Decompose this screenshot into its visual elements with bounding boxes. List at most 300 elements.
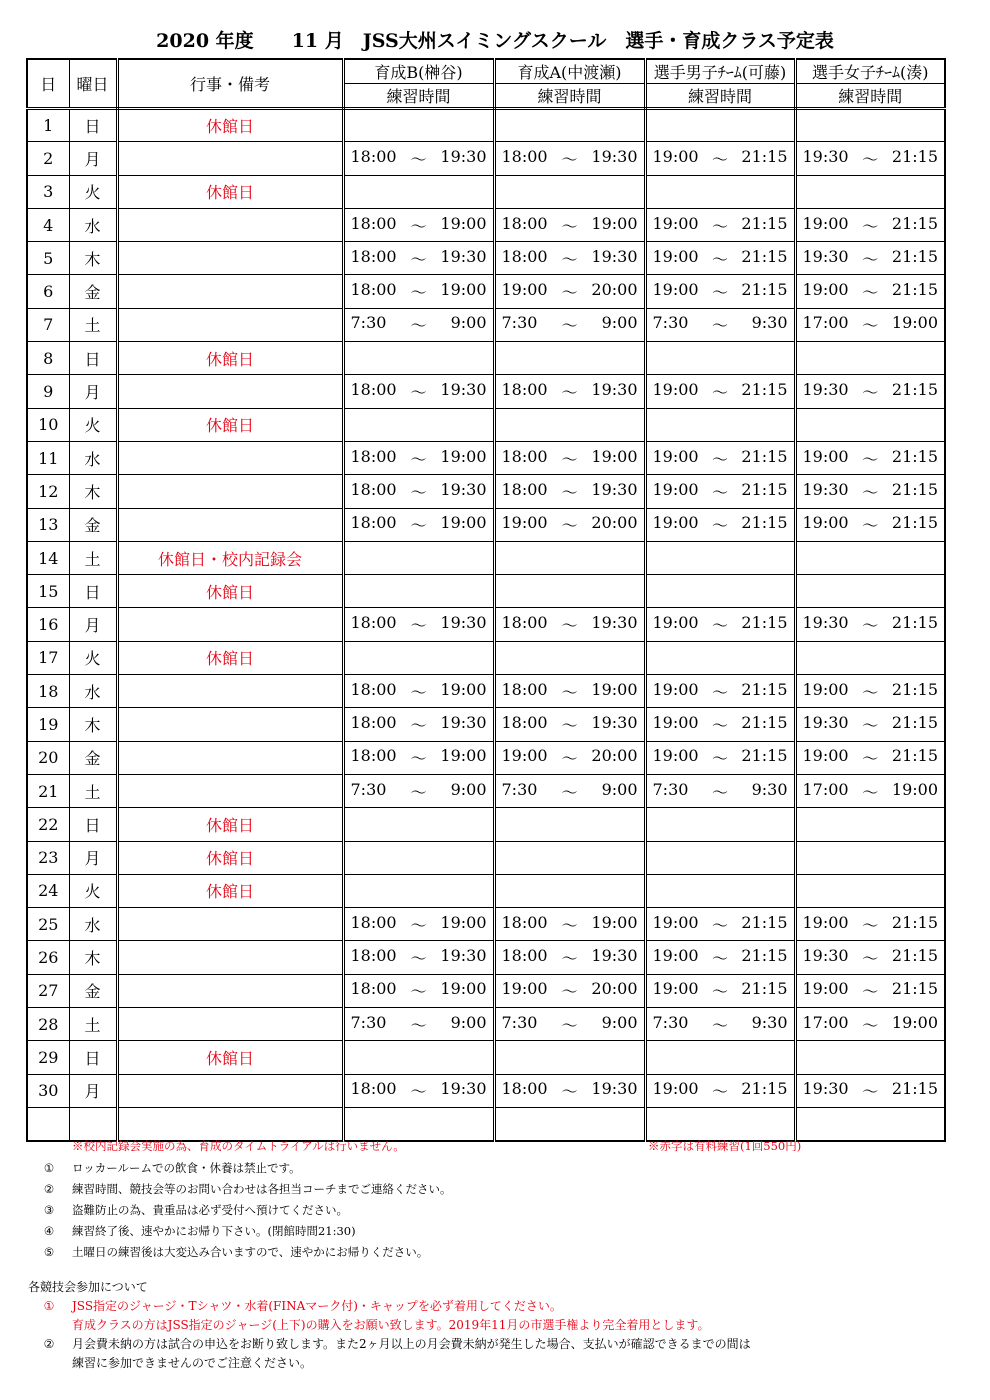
time-cell	[494, 941, 645, 974]
time-cell	[795, 308, 945, 341]
end-time: 19:30	[591, 479, 638, 499]
time-cell	[795, 974, 945, 1007]
day-cell: 6	[27, 275, 69, 308]
time-cell	[795, 375, 945, 408]
time-cell	[494, 541, 645, 574]
note-cell	[117, 675, 343, 708]
tilde-separator: ～	[711, 516, 728, 536]
table-row	[27, 575, 945, 608]
start-time: 18:00	[350, 280, 397, 300]
day-cell: 14	[27, 541, 69, 574]
tilde-separator: ～	[410, 149, 427, 169]
start-time: 19:00	[802, 679, 849, 699]
day-cell: 27	[27, 974, 69, 1007]
header-sub-3: 練習時間	[645, 84, 795, 109]
tilde-separator: ～	[711, 149, 728, 169]
time-cell	[795, 874, 945, 907]
day-cell: 23	[27, 841, 69, 874]
start-time: 19:00	[652, 213, 699, 233]
start-time: 19:30	[802, 380, 849, 400]
weekday-cell: 金	[69, 508, 117, 541]
day-cell: 9	[27, 375, 69, 408]
time-cell	[494, 808, 645, 841]
end-time: 21:15	[741, 513, 788, 533]
header-group-4: 選手女子ﾁｰﾑ(湊)	[795, 59, 945, 84]
table-row	[27, 275, 945, 308]
competition-text: JSS指定のジャージ・Tシャツ・水着(FINAマーク付)・キャップを必ず着用してください。	[72, 1299, 562, 1313]
table-row	[27, 741, 945, 774]
header-sub-2: 練習時間	[494, 84, 645, 109]
schedule-table	[26, 58, 946, 1142]
end-time: 21:15	[741, 979, 788, 999]
note-cell	[117, 941, 343, 974]
start-time: 18:00	[350, 979, 397, 999]
time-cell	[494, 508, 645, 541]
note-cell	[117, 142, 343, 175]
time-cell	[645, 275, 795, 308]
time-cell	[645, 475, 795, 508]
end-time: 19:30	[440, 946, 487, 966]
time-cell	[494, 908, 645, 941]
tilde-separator: ～	[711, 482, 728, 502]
end-time: 19:30	[591, 712, 638, 732]
end-time: 21:15	[741, 912, 788, 932]
end-time: 19:00	[591, 446, 638, 466]
tilde-separator: ～	[410, 1015, 427, 1035]
tilde-separator: ～	[862, 249, 879, 269]
end-time: 21:15	[891, 613, 938, 633]
end-time: 9:00	[601, 1012, 638, 1032]
time-cell	[343, 741, 494, 774]
table-row	[27, 608, 945, 641]
end-time: 19:00	[440, 979, 487, 999]
time-cell	[645, 242, 795, 275]
day-cell: 21	[27, 774, 69, 807]
start-time: 19:00	[652, 380, 699, 400]
time-cell	[494, 841, 645, 874]
tilde-separator: ～	[561, 449, 578, 469]
end-time: 19:00	[440, 446, 487, 466]
start-time: 18:00	[350, 213, 397, 233]
time-cell	[494, 641, 645, 674]
start-time: 18:00	[350, 679, 397, 699]
table-row	[27, 508, 945, 541]
weekday-cell: 水	[69, 675, 117, 708]
end-time: 21:15	[891, 712, 938, 732]
day-cell: 28	[27, 1008, 69, 1041]
time-cell	[795, 675, 945, 708]
start-time: 18:00	[501, 380, 548, 400]
header-day: 日	[27, 59, 69, 109]
notes-section	[40, 1136, 960, 1263]
tilde-separator: ～	[862, 915, 879, 935]
time-cell	[494, 874, 645, 907]
day-cell: 26	[27, 941, 69, 974]
end-time: 19:30	[591, 946, 638, 966]
note-cell	[117, 308, 343, 341]
competition-number: ②	[43, 1337, 55, 1351]
competition-number: ①	[43, 1299, 55, 1313]
time-cell	[645, 641, 795, 674]
time-cell	[795, 841, 945, 874]
end-time: 21:15	[891, 1079, 938, 1099]
time-cell	[795, 475, 945, 508]
note-cell	[117, 242, 343, 275]
start-time: 18:00	[501, 912, 548, 932]
note-cell	[117, 741, 343, 774]
tilde-separator: ～	[561, 249, 578, 269]
start-time: 19:00	[652, 146, 699, 166]
start-time: 19:00	[652, 479, 699, 499]
tilde-separator: ～	[410, 482, 427, 502]
end-time: 21:15	[891, 479, 938, 499]
note-cell: 休館日	[117, 641, 343, 674]
time-cell	[494, 375, 645, 408]
day-cell: 29	[27, 1041, 69, 1074]
end-time: 19:00	[440, 679, 487, 699]
time-cell	[795, 408, 945, 441]
time-cell	[343, 1074, 494, 1107]
start-time: 19:00	[802, 280, 849, 300]
time-cell	[795, 109, 945, 142]
time-cell	[795, 508, 945, 541]
weekday-cell: 水	[69, 908, 117, 941]
table-row	[27, 142, 945, 175]
time-cell	[343, 441, 494, 474]
header-sub-1: 練習時間	[343, 84, 494, 109]
weekday-cell: 月	[69, 608, 117, 641]
time-cell	[645, 941, 795, 974]
start-time: 18:00	[501, 479, 548, 499]
time-cell	[494, 142, 645, 175]
note-cell	[117, 275, 343, 308]
tilde-separator: ～	[410, 283, 427, 303]
note-cell	[117, 208, 343, 241]
tilde-separator: ～	[410, 249, 427, 269]
time-cell	[795, 708, 945, 741]
start-time: 19:00	[802, 446, 849, 466]
table-row	[27, 175, 945, 208]
weekday-cell: 水	[69, 208, 117, 241]
end-time: 19:00	[891, 779, 938, 799]
end-time: 19:00	[440, 280, 487, 300]
note-cell: 休館日	[117, 342, 343, 375]
end-time: 19:00	[591, 213, 638, 233]
start-time: 18:00	[501, 946, 548, 966]
table-row	[27, 841, 945, 874]
end-time: 9:30	[751, 779, 788, 799]
start-time: 19:00	[652, 946, 699, 966]
tilde-separator: ～	[410, 516, 427, 536]
end-time: 21:15	[891, 246, 938, 266]
time-cell	[645, 175, 795, 208]
time-cell	[343, 508, 494, 541]
start-time: 7:30	[501, 1012, 538, 1032]
table-row	[27, 874, 945, 907]
tilde-separator: ～	[561, 383, 578, 403]
note-cell: 休館日	[117, 874, 343, 907]
table-row	[27, 109, 945, 142]
competition-text: 練習に参加できませんのでご注意ください。	[72, 1356, 313, 1370]
end-time: 19:30	[591, 1079, 638, 1099]
note-text: 土曜日の練習後は大変込み合いますので、速やかにお帰りください。	[72, 1245, 429, 1259]
tilde-separator: ～	[862, 1015, 879, 1035]
tilde-separator: ～	[711, 216, 728, 236]
tilde-separator: ～	[561, 682, 578, 702]
tilde-separator: ～	[711, 616, 728, 636]
start-time: 19:30	[802, 246, 849, 266]
tilde-separator: ～	[711, 682, 728, 702]
weekday-cell: 火	[69, 641, 117, 674]
end-time: 20:00	[591, 280, 638, 300]
time-cell	[494, 242, 645, 275]
tilde-separator: ～	[410, 616, 427, 636]
tilde-separator: ～	[862, 283, 879, 303]
tilde-separator: ～	[410, 715, 427, 735]
time-cell	[645, 408, 795, 441]
time-cell	[795, 774, 945, 807]
table-row	[27, 1008, 945, 1041]
tilde-separator: ～	[711, 715, 728, 735]
end-time: 21:15	[891, 380, 938, 400]
start-time: 19:00	[802, 746, 849, 766]
table-row	[27, 308, 945, 341]
start-time: 18:00	[350, 613, 397, 633]
time-cell	[645, 608, 795, 641]
note-cell: 休館日	[117, 1041, 343, 1074]
start-time: 19:30	[802, 946, 849, 966]
day-cell: 1	[27, 109, 69, 142]
table-row	[27, 375, 945, 408]
time-cell	[494, 708, 645, 741]
start-time: 18:00	[350, 912, 397, 932]
time-cell	[795, 1074, 945, 1107]
note-cell: 休館日	[117, 808, 343, 841]
time-cell	[494, 1041, 645, 1074]
time-cell	[494, 342, 645, 375]
time-cell	[795, 342, 945, 375]
end-time: 19:30	[440, 380, 487, 400]
note-cell	[117, 508, 343, 541]
start-time: 19:00	[652, 280, 699, 300]
table-row	[27, 342, 945, 375]
end-time: 19:30	[440, 146, 487, 166]
table-row	[27, 774, 945, 807]
note-number: ③	[43, 1203, 55, 1217]
start-time: 19:00	[501, 280, 548, 300]
weekday-cell: 火	[69, 408, 117, 441]
table-row	[27, 475, 945, 508]
note-item	[40, 1242, 960, 1263]
time-cell	[494, 475, 645, 508]
end-time: 21:15	[891, 213, 938, 233]
end-time: 21:15	[741, 613, 788, 633]
end-time: 21:15	[891, 446, 938, 466]
start-time: 19:00	[652, 1079, 699, 1099]
end-time: 19:00	[440, 746, 487, 766]
header-group-2: 育成A(中渡瀬)	[494, 59, 645, 84]
note-text: 練習終了後、速やかにお帰り下さい。(閉館時間21:30)	[72, 1224, 356, 1238]
end-time: 21:15	[891, 513, 938, 533]
end-time: 19:00	[440, 912, 487, 932]
time-cell	[795, 641, 945, 674]
note-cell: 休館日	[117, 109, 343, 142]
start-time: 19:30	[802, 146, 849, 166]
end-time: 20:00	[591, 979, 638, 999]
time-cell	[343, 1041, 494, 1074]
end-time: 9:30	[751, 313, 788, 333]
tilde-separator: ～	[561, 1015, 578, 1035]
start-time: 19:00	[802, 513, 849, 533]
red-note-left: ※校内記録会実施の為、育成のタイムトライアルは行いません。	[72, 1139, 405, 1153]
time-cell	[645, 1074, 795, 1107]
note-cell: 休館日	[117, 575, 343, 608]
end-time: 21:15	[741, 446, 788, 466]
tilde-separator: ～	[410, 949, 427, 969]
end-time: 21:15	[891, 946, 938, 966]
tilde-separator: ～	[410, 915, 427, 935]
start-time: 7:30	[350, 1012, 387, 1032]
time-cell	[343, 675, 494, 708]
tilde-separator: ～	[862, 949, 879, 969]
start-time: 18:00	[350, 479, 397, 499]
day-cell: 16	[27, 608, 69, 641]
tilde-separator: ～	[862, 749, 879, 769]
time-cell	[645, 208, 795, 241]
start-time: 18:00	[501, 613, 548, 633]
day-cell: 13	[27, 508, 69, 541]
competition-item-line	[28, 1335, 948, 1354]
tilde-separator: ～	[561, 482, 578, 502]
note-item	[40, 1221, 960, 1242]
table-row	[27, 541, 945, 574]
weekday-cell: 日	[69, 109, 117, 142]
day-cell: 22	[27, 808, 69, 841]
end-time: 19:30	[440, 246, 487, 266]
tilde-separator: ～	[410, 383, 427, 403]
start-time: 19:00	[652, 246, 699, 266]
competition-text: 育成クラスの方はJSS指定のジャージ(上下)の購入をお願い致します。2019年11月の市選手権より完全着用とします。	[72, 1318, 710, 1332]
time-cell	[645, 142, 795, 175]
note-cell	[117, 908, 343, 941]
competition-item-line	[28, 1354, 948, 1373]
end-time: 20:00	[591, 513, 638, 533]
time-cell	[645, 708, 795, 741]
note-cell: 休館日	[117, 408, 343, 441]
time-cell	[645, 841, 795, 874]
table-row	[27, 808, 945, 841]
tilde-separator: ～	[862, 149, 879, 169]
time-cell	[494, 275, 645, 308]
start-time: 17:00	[802, 313, 849, 333]
time-cell	[494, 208, 645, 241]
tilde-separator: ～	[711, 449, 728, 469]
end-time: 21:15	[741, 280, 788, 300]
day-cell: 24	[27, 874, 69, 907]
start-time: 18:00	[350, 146, 397, 166]
end-time: 19:30	[440, 1079, 487, 1099]
tilde-separator: ～	[561, 949, 578, 969]
weekday-cell: 日	[69, 575, 117, 608]
time-cell	[494, 774, 645, 807]
day-cell: 20	[27, 741, 69, 774]
start-time: 18:00	[350, 246, 397, 266]
end-time: 21:15	[891, 979, 938, 999]
tilde-separator: ～	[561, 149, 578, 169]
table-row	[27, 441, 945, 474]
end-time: 21:15	[741, 712, 788, 732]
day-cell: 8	[27, 342, 69, 375]
tilde-separator: ～	[561, 1082, 578, 1102]
tilde-separator: ～	[862, 1082, 879, 1102]
weekday-cell: 土	[69, 774, 117, 807]
time-cell	[795, 941, 945, 974]
weekday-cell: 水	[69, 441, 117, 474]
note-number: ④	[43, 1224, 55, 1238]
note-cell	[117, 708, 343, 741]
weekday-cell: 金	[69, 741, 117, 774]
tilde-separator: ～	[862, 216, 879, 236]
end-time: 19:00	[891, 1012, 938, 1032]
start-time: 19:00	[501, 746, 548, 766]
time-cell	[795, 441, 945, 474]
start-time: 19:30	[802, 1079, 849, 1099]
time-cell	[494, 408, 645, 441]
time-cell	[645, 441, 795, 474]
start-time: 19:00	[652, 513, 699, 533]
end-time: 21:15	[891, 280, 938, 300]
tilde-separator: ～	[711, 782, 728, 802]
tilde-separator: ～	[862, 449, 879, 469]
red-note-right: ※赤字は有料練習(1回550円)	[648, 1139, 802, 1153]
start-time: 19:00	[652, 679, 699, 699]
start-time: 19:00	[802, 979, 849, 999]
note-cell	[117, 375, 343, 408]
weekday-cell: 月	[69, 375, 117, 408]
day-cell: 3	[27, 175, 69, 208]
tilde-separator: ～	[711, 915, 728, 935]
end-time: 21:15	[741, 213, 788, 233]
end-time: 19:30	[440, 712, 487, 732]
note-cell: 休館日	[117, 175, 343, 208]
day-cell: 2	[27, 142, 69, 175]
time-cell	[645, 541, 795, 574]
end-time: 19:00	[891, 313, 938, 333]
end-time: 19:00	[591, 679, 638, 699]
start-time: 19:00	[501, 513, 548, 533]
table-row	[27, 1041, 945, 1074]
time-cell	[494, 974, 645, 1007]
note-cell	[117, 1008, 343, 1041]
table-row	[27, 208, 945, 241]
tilde-separator: ～	[561, 982, 578, 1002]
start-time: 17:00	[802, 1012, 849, 1032]
tilde-separator: ～	[561, 216, 578, 236]
start-time: 19:30	[802, 479, 849, 499]
day-cell: 15	[27, 575, 69, 608]
tilde-separator: ～	[862, 482, 879, 502]
tilde-separator: ～	[410, 1082, 427, 1102]
start-time: 18:00	[350, 946, 397, 966]
header-group-1: 育成B(榊谷)	[343, 59, 494, 84]
start-time: 7:30	[501, 313, 538, 333]
start-time: 19:00	[501, 979, 548, 999]
end-time: 19:00	[440, 513, 487, 533]
time-cell	[795, 275, 945, 308]
tilde-separator: ～	[410, 782, 427, 802]
note-cell: 休館日・校内記録会	[117, 541, 343, 574]
end-time: 21:15	[741, 946, 788, 966]
